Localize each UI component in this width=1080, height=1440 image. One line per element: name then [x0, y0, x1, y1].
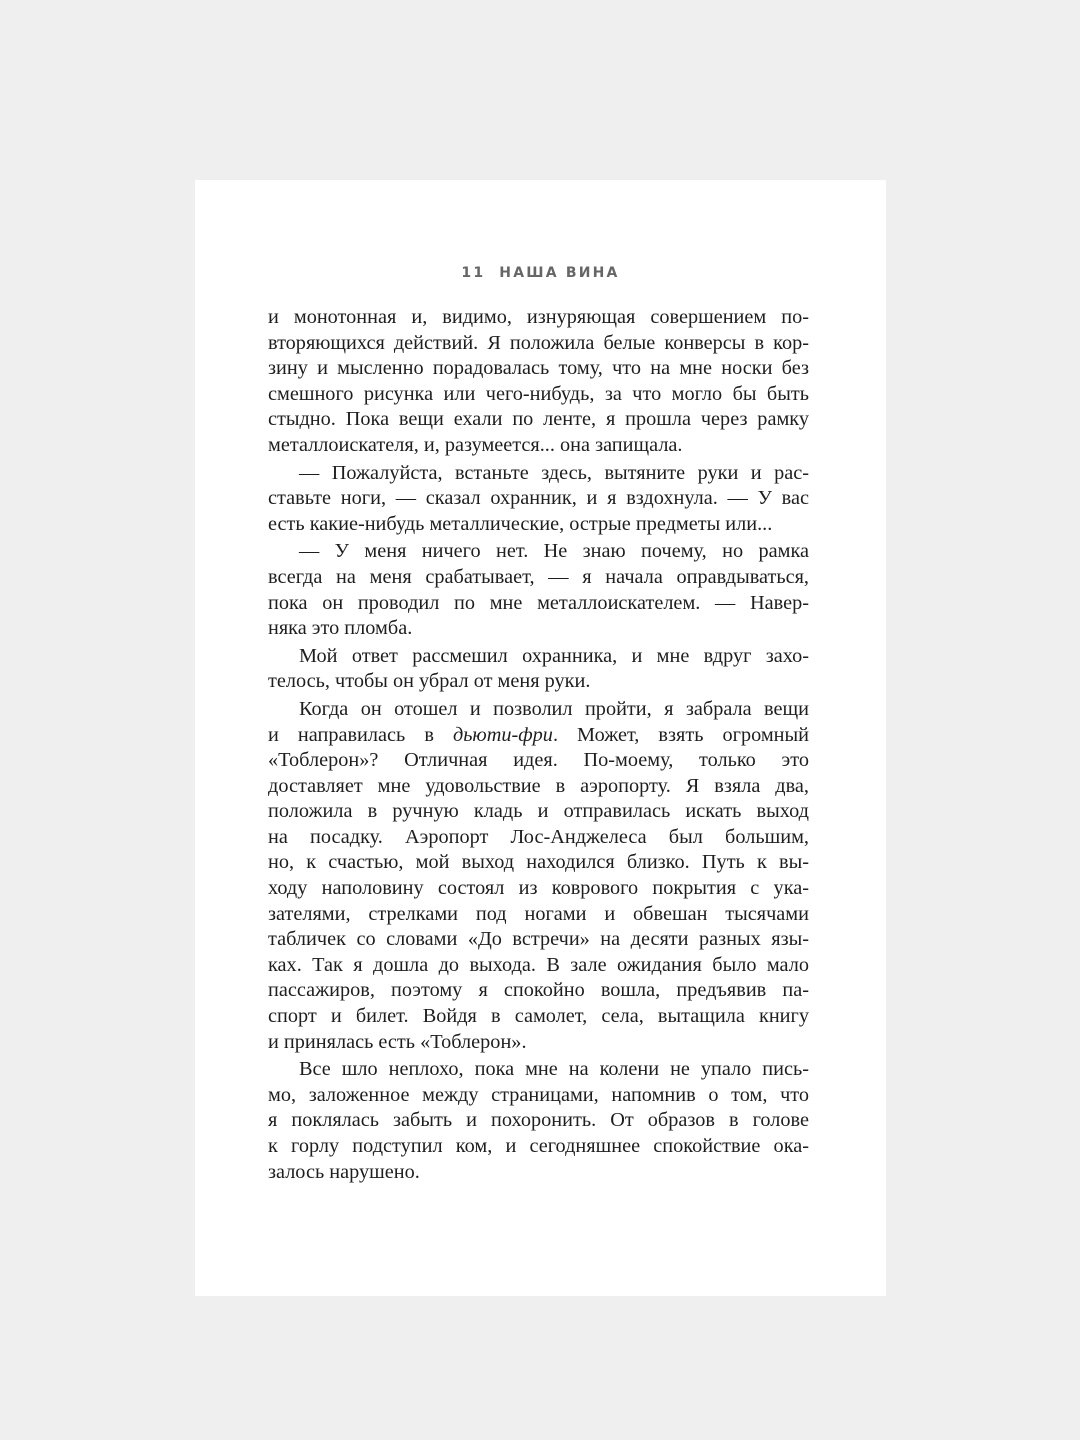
- paragraph: [268, 305, 809, 459]
- text-line: но, к счастью, мой выход находился близко. Путь к вы-: [268, 851, 809, 874]
- text-line: «Тоблерон»? Отличная идея. По-моему, только это: [268, 749, 809, 772]
- italic-term: дьюти-фри: [452, 723, 553, 746]
- text-line: вторяющихся действий. Я положила белые конверсы в кор-: [268, 331, 809, 354]
- text-line: — Пожалуйста, встаньте здесь, вытяните руки и рас-: [299, 461, 809, 484]
- text-line: Все шло неплохо, пока мне на колени не упало пись-: [299, 1058, 809, 1081]
- text-segment: . Может, взять огромный: [552, 723, 809, 746]
- text-line: зателями, стрелками под ногами и обвешан тысячами: [268, 902, 809, 925]
- text-line: ставьте ноги, — сказал охранник, и я вздохнула. — У вас: [268, 487, 809, 510]
- paragraph: [268, 539, 809, 641]
- text-line: пассажиров, поэтому я спокойно вошла, предъявив па-: [268, 979, 809, 1002]
- running-head: [195, 264, 886, 282]
- text-line: и монотонная и, видимо, изнуряющая совершением по-: [268, 306, 809, 328]
- text-line: есть какие-нибудь металлические, острые предметы или...: [268, 512, 773, 535]
- text-line: мо, заложенное между страницами, напомнив о том, что: [268, 1083, 809, 1106]
- text-line: и принялась есть «Тоблерон».: [268, 1030, 527, 1053]
- page-number: 11: [461, 265, 486, 281]
- text-line: Когда он отошел и позволил пройти, я забрала вещи: [299, 697, 809, 720]
- text-line: ках. Так я дошла до выхода. В зале ожидания было мало: [268, 953, 809, 976]
- text-line: доставляет мне удовольствие в аэропорту. Я взяла два,: [268, 774, 809, 797]
- text-line: залось нарушено.: [268, 1160, 420, 1183]
- text-line: смешного рисунка или чего-нибудь, за что могло бы быть: [268, 382, 809, 405]
- chapter-title: НАША ВИНА: [499, 265, 620, 281]
- text-line: ходу наполовину состоял из коврового покрытия с ука-: [268, 877, 809, 900]
- text-line: металлоискателя, и, разумеется... она запищала.: [268, 433, 683, 456]
- body-text: [268, 305, 809, 1185]
- text-line: на посадку. Аэропорт Лос-Анджелеса был большим,: [268, 825, 809, 848]
- text-line: — У меня ничего нет. Не знаю почему, но рамка: [299, 540, 809, 563]
- paragraph: [268, 644, 809, 695]
- text-line: табличек со словами «До встречи» на десяти разных язы-: [268, 928, 809, 951]
- paragraph: [268, 461, 809, 538]
- text-line: зину и мысленно порадовалась тому, что на мне носки без: [268, 357, 809, 380]
- paragraph: [268, 1057, 809, 1185]
- text-line: няка это пломба.: [268, 617, 413, 640]
- text-line: положила в ручную кладь и отправилась искать выход: [268, 800, 809, 823]
- text-line: пока он проводил по мне металлоискателем. — Навер-: [268, 591, 809, 614]
- text-line: Мой ответ рассмешил охранника, и мне вдруг захо-: [299, 644, 809, 667]
- text-line: к горлу подступил ком, и сегодняшнее спокойствие ока-: [268, 1135, 809, 1157]
- text-line: я поклялась забыть и похоронить. От образов в голове: [268, 1109, 809, 1132]
- text-line: всегда на меня срабатывает, — я начала оправдываться,: [268, 565, 809, 588]
- text-segment: и направилась в: [268, 723, 453, 746]
- text-line: спорт и билет. Войдя в самолет, села, вытащила книгу: [268, 1005, 809, 1028]
- text-line: стыдно. Пока вещи ехали по ленте, я прошла через рамку: [268, 408, 809, 431]
- text-line: телось, чтобы он убрал от меня руки.: [268, 670, 591, 693]
- paragraph: [268, 697, 809, 1055]
- book-page: [195, 180, 886, 1296]
- text-line: [268, 723, 809, 749]
